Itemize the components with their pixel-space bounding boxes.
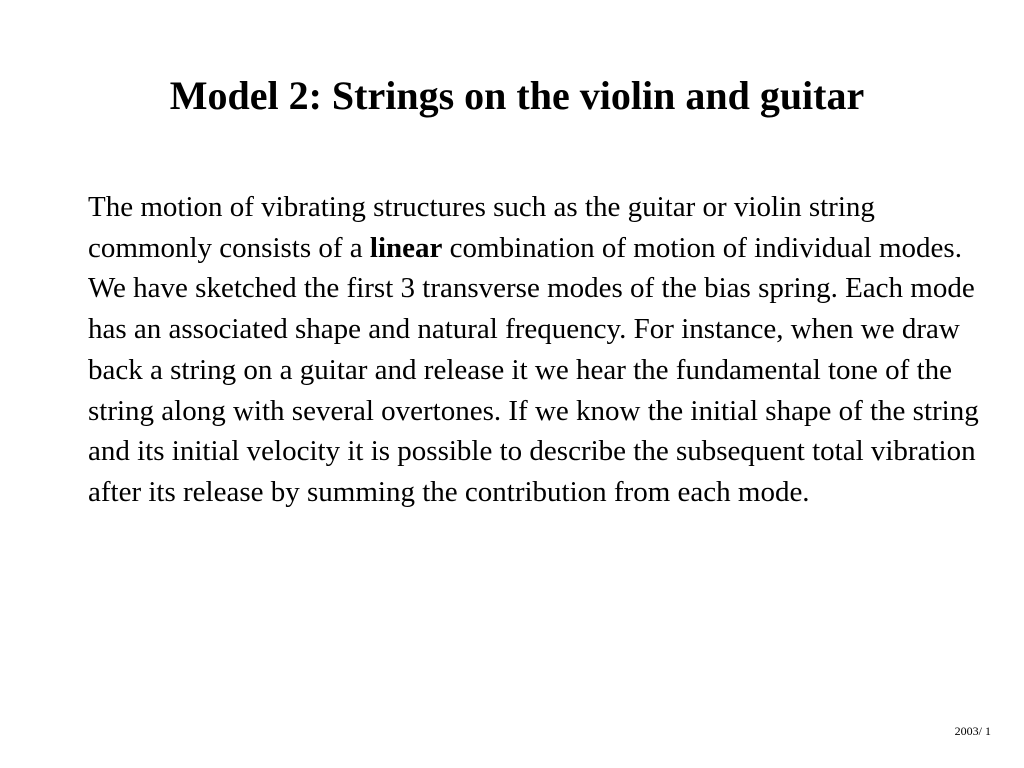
slide-footer-page-number: 2003/ 1 [954,724,991,738]
body-text-after-bold: combination of motion of individual modes. We have sketched the first 3 transverse modes of the bias spring. Each mode has an associated shape and natural frequency. For instance, when we draw back a string on a guitar and release it we hear the fundamental tone of the string along with several overtones. If we know the initial shape of the string and its initial velocity it is possible to describe the subsequent total vibration after its release by summing the contribution from each mode. [88,231,979,508]
body-text-before-bold: The motion of vibrating structures such as the guitar or violin string commonly consists of a [88,191,875,264]
body-paragraph [88,187,988,513]
body-emphasis-linear: linear [369,231,443,264]
slide-title: Model 2: Strings on the violin and guitar [169,73,865,118]
